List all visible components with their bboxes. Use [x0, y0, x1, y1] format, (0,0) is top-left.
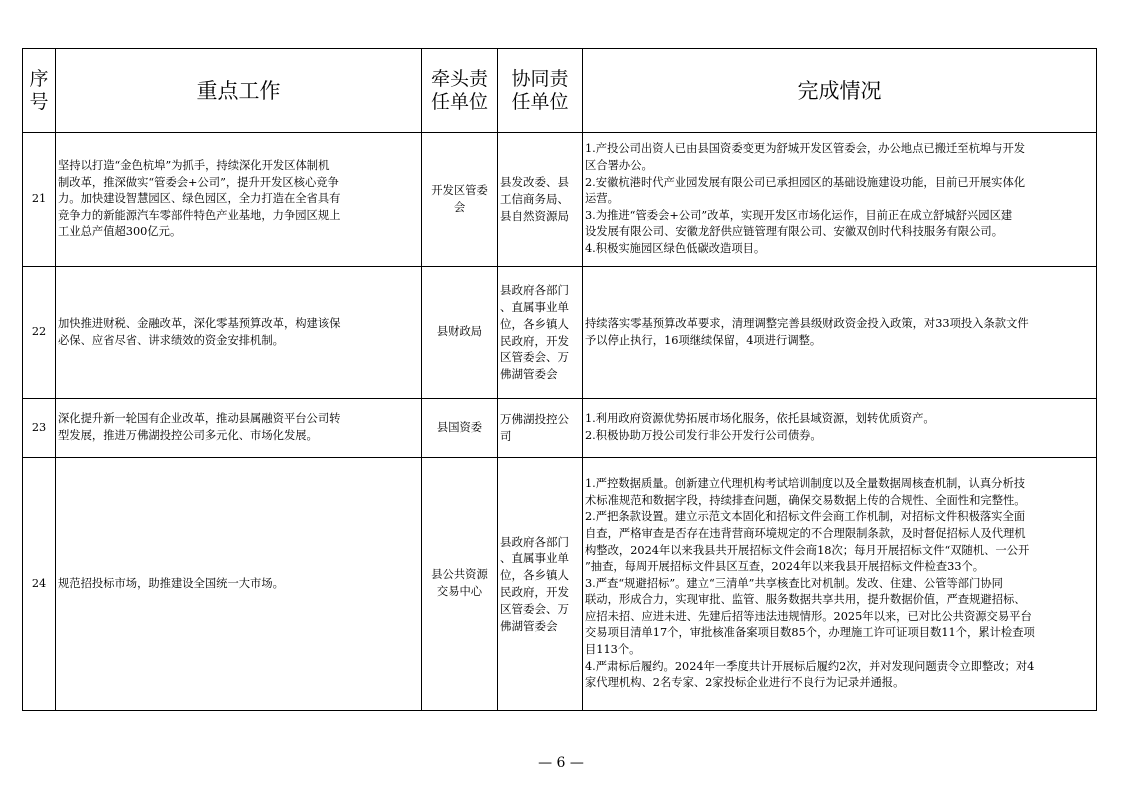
task-cell: 深化提升新一轮国有企业改革，推动县属融资平台公司转 型发展，推进万佛湖投控公司多元化、市场化发展。 [56, 399, 422, 458]
lead-unit-cell: 开发区管委 会 [422, 133, 498, 267]
task-cell: 加快推进财税、金融改革，深化零基预算改革，构建该保 必保、应省尽省、讲求绩效的资金安排机制。 [56, 267, 422, 399]
table-row [23, 399, 1097, 458]
table-row [23, 133, 1097, 267]
lead-unit-cell: 县国资委 [422, 399, 498, 458]
coop-unit-cell: 县政府各部门 、直属事业单 位，各乡镇人 民政府，开发 区管委会、万 佛湖管委会 [498, 267, 583, 399]
lead-unit-cell: 县公共资源 交易中心 [422, 458, 498, 711]
task-cell: 规范招投标市场，助推建设全国统一大市场。 [56, 458, 422, 711]
header-status: 完成情况 [583, 49, 1097, 133]
row-number: 23 [23, 399, 56, 458]
header-row [23, 49, 1097, 133]
status-cell: 1.利用政府资源优势拓展市场化服务，依托县域资源，划转优质资产。 2.积极协助万投公司发行非公开发行公司债券。 [583, 399, 1097, 458]
table-row [23, 267, 1097, 399]
row-number: 21 [23, 133, 56, 267]
coop-unit-cell: 万佛湖投控公 司 [498, 399, 583, 458]
status-cell: 1.严控数据质量。创新建立代理机构考试培训制度以及全量数据周核查机制，认真分析技 术标准规范和数据字段，持续排查问题，确保交易数据上传的合规性、全面性和完整性。 2.严把条款设置。建立示范文本固化和招标文件会商工作机制，对招标文件积极落实全面 自查，严格审查是否存在违背营商环境规定的不合理限制条款，及时督促招标人及代理机 构整改，2024年以来我县共开展招标文件会商18次；每月开展招标文件“双随机、一公开 ”抽查，每周开展招标文件县区互查，2024年以来我县开展招标文件检查33个。 3.严查“规避招标”。建立“三清单”共享核查比对机制。发改、住建、公管等部门协同 联动，形成合力，实现审批、监管、服务数据共享共用，提升数据价值，严查规避招标、 应招未招、应进未进、先建后招等违法违规情形。2025年以来，已对比公共资源交易平台 交易项目清单17个，审批核准备案项目数85个，办理施工许可证项目数11个，累计检查项 目113个。 4.严肃标后履约。2024年一季度共计开展标后履约2次，并对发现问题责令立即整改；对4 家代理机构、2名专家、2家投标企业进行不良行为记录并通报。 [583, 458, 1097, 711]
coop-unit-cell: 县政府各部门 、直属事业单 位，各乡镇人 民政府，开发 区管委会、万 佛湖管委会 [498, 458, 583, 711]
row-number: 24 [23, 458, 56, 711]
header-seq: 序 号 [23, 49, 56, 133]
task-cell: 坚持以打造“金色杭埠”为抓手，持续深化开发区体制机 制改革，推深做实“管委会+公司”，提升开发区核心竞争 力。加快建设智慧园区、绿色园区，全力打造在全省具有 竞争力的新能源汽车零部件特色产业基地，力争园区规上 工业总产值超300亿元。 [56, 133, 422, 267]
status-cell: 1.产投公司出资人已由县国资委变更为舒城开发区管委会，办公地点已搬迁至杭埠与开发 区合署办公。 2.安徽杭港时代产业园发展有限公司已承担园区的基础设施建设功能，目前已开展实体化 运营。 3.为推进“管委会+公司”改革，实现开发区市场化运作，目前正在成立舒城舒兴园区建 设发展有限公司、安徽龙舒供应链管理有限公司、安徽双创时代科技服务有限公司。 4.积极实施园区绿色低碳改造项目。 [583, 133, 1097, 267]
row-number: 22 [23, 267, 56, 399]
work-progress-table [22, 48, 1097, 711]
table-row [23, 458, 1097, 711]
header-coop: 协同责 任单位 [498, 49, 583, 133]
coop-unit-cell: 县发改委、县 工信商务局、 县自然资源局 [498, 133, 583, 267]
page-number: — 6 — [538, 755, 584, 771]
status-cell: 持续落实零基预算改革要求，清理调整完善县级财政资金投入政策，对33项投入条款文件 予以停止执行，16项继续保留，4项进行调整。 [583, 267, 1097, 399]
lead-unit-cell: 县财政局 [422, 267, 498, 399]
header-task: 重点工作 [56, 49, 422, 133]
header-lead: 牵头责 任单位 [422, 49, 498, 133]
